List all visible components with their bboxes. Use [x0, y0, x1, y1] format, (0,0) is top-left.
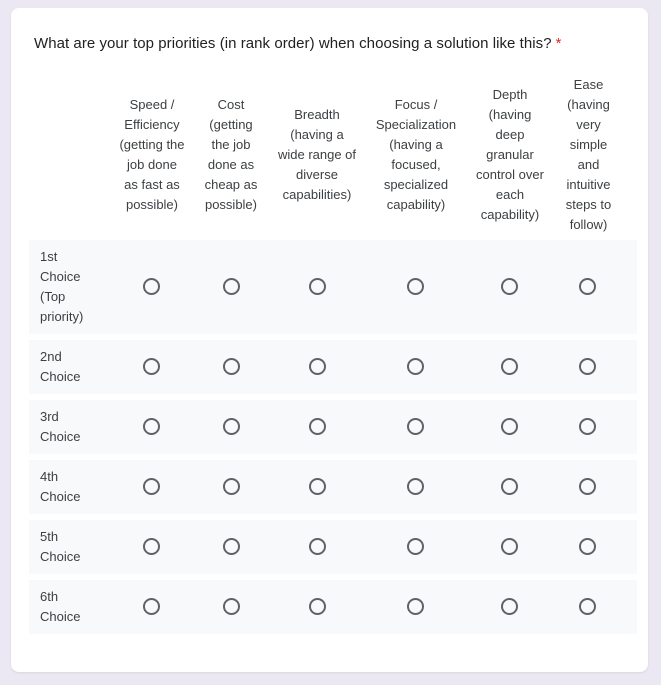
radio-row3-cost[interactable] [223, 418, 240, 435]
radio-row2-depth[interactable] [501, 358, 518, 375]
radio-row1-breadth[interactable] [309, 278, 326, 295]
row-label: 2nd Choice [40, 349, 81, 384]
radio-row1-focus[interactable] [407, 278, 424, 295]
radio-row4-ease[interactable] [579, 478, 596, 495]
radio-row5-focus[interactable] [407, 538, 424, 555]
radio-row6-speed[interactable] [143, 598, 160, 615]
column-header-ease: Ease (having very simple and intuitive steps to follow) [565, 77, 612, 232]
radio-row3-speed[interactable] [143, 418, 160, 435]
radio-row5-cost[interactable] [223, 538, 240, 555]
radio-row1-cost[interactable] [223, 278, 240, 295]
radio-row2-cost[interactable] [223, 358, 240, 375]
column-header-cost: Cost (getting the job done as cheap as possible) [204, 97, 258, 212]
radio-row5-breadth[interactable] [309, 538, 326, 555]
radio-row6-breadth[interactable] [309, 598, 326, 615]
grid-row-4th-choice [29, 460, 637, 514]
radio-row6-focus[interactable] [407, 598, 424, 615]
radio-row2-focus[interactable] [407, 358, 424, 375]
radio-row2-speed[interactable] [143, 358, 160, 375]
row-label: 4th Choice [40, 469, 81, 504]
radio-row5-depth[interactable] [501, 538, 518, 555]
radio-row1-depth[interactable] [501, 278, 518, 295]
grid-row-6th-choice [29, 580, 637, 634]
radio-row1-speed[interactable] [143, 278, 160, 295]
radio-row5-speed[interactable] [143, 538, 160, 555]
grid-row-3rd-choice [29, 400, 637, 454]
question-text: What are your top priorities (in rank order) when choosing a solution like this? [34, 35, 552, 52]
radio-row2-breadth[interactable] [309, 358, 326, 375]
row-label: 1st Choice (Top priority) [40, 249, 84, 324]
radio-row4-speed[interactable] [143, 478, 160, 495]
radio-row3-focus[interactable] [407, 418, 424, 435]
radio-row4-breadth[interactable] [309, 478, 326, 495]
column-header-focus: Focus / Specialization (having a focused, specialized capability) [375, 97, 457, 212]
column-header-speed: Speed / Efficiency (getting the job done as fast as possible) [119, 97, 185, 212]
grid-row-5th-choice [29, 520, 637, 574]
radio-row3-breadth[interactable] [309, 418, 326, 435]
required-asterisk: * [555, 35, 562, 52]
radio-row2-ease[interactable] [579, 358, 596, 375]
grid-row-1st-choice [29, 240, 637, 334]
radio-row6-ease[interactable] [579, 598, 596, 615]
radio-row6-cost[interactable] [223, 598, 240, 615]
radio-row1-ease[interactable] [579, 278, 596, 295]
row-label: 6th Choice [40, 589, 81, 624]
column-header-breadth: Breadth (having a wide range of diverse capabilities) [277, 107, 357, 202]
radio-row4-depth[interactable] [501, 478, 518, 495]
row-label: 3rd Choice [40, 409, 81, 444]
radio-row5-ease[interactable] [579, 538, 596, 555]
question-title [34, 35, 561, 52]
question-card [11, 8, 648, 672]
column-header-depth: Depth (having deep granular control over each capability) [476, 87, 544, 222]
radio-row3-ease[interactable] [579, 418, 596, 435]
radio-row4-focus[interactable] [407, 478, 424, 495]
grid-row-2nd-choice [29, 340, 637, 394]
radio-row3-depth[interactable] [501, 418, 518, 435]
row-label: 5th Choice [40, 529, 81, 564]
radio-row6-depth[interactable] [501, 598, 518, 615]
radio-row4-cost[interactable] [223, 478, 240, 495]
